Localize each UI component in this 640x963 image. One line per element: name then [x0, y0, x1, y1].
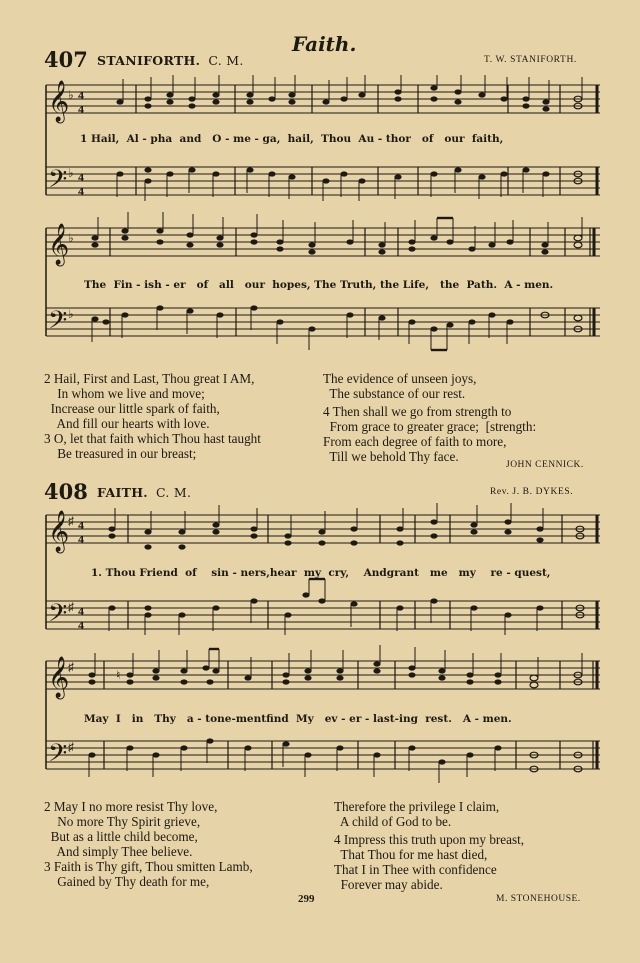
verse-line: 3 Faith is Thy gift, Thou smitten Lamb, [44, 859, 253, 874]
svg-text:♯: ♯ [68, 514, 74, 528]
verse-line: From each degree of faith to more, [323, 434, 507, 449]
verse-line: A child of God to be. [334, 814, 452, 829]
svg-text:4: 4 [78, 518, 84, 532]
verse-line: And fill our hearts with love. [44, 416, 210, 431]
tune-title: STANIFORTH. [97, 53, 201, 68]
svg-text:♯: ♯ [68, 600, 74, 614]
svg-text:4: 4 [78, 102, 84, 116]
tune-name [97, 485, 191, 500]
svg-text:𝄞: 𝄞 [48, 657, 70, 697]
composer: Rev. J. B. DYKES. [490, 487, 574, 497]
svg-text:𝄞: 𝄞 [48, 511, 70, 551]
lyrics-line: 1. Thou Friend of sin - ners,hear my cry, Andgrant me my re - quest, [91, 567, 551, 579]
verse-line: 3 O, let that faith which Thou hast taught [44, 431, 261, 446]
verse-line: 2 Hail, First and Last, Thou great I AM, [44, 371, 255, 386]
svg-text:♭: ♭ [68, 231, 74, 245]
svg-text:♭: ♭ [68, 307, 74, 321]
verse-line: The substance of our rest. [323, 386, 466, 401]
svg-text:♭: ♭ [68, 166, 74, 180]
verse-line: The evidence of unseen joys, [323, 371, 477, 386]
svg-text:4: 4 [78, 532, 84, 546]
lyrics-line: 1 Hail, Al - pha and O - me - ga, hail, Thou Au - thor of our faith, [80, 133, 504, 145]
tune-title: FAITH. [97, 485, 148, 500]
meter: C. M. [208, 53, 244, 68]
svg-text:4: 4 [78, 170, 84, 184]
lyrics-line: The Fin - ish - er of all our hopes, The Truth, the Life, the Path. A - men. [84, 279, 554, 291]
verse-line: 4 Then shall we go from strength to [323, 404, 512, 419]
svg-text:♯: ♯ [68, 660, 74, 674]
verse-line: Therefore the privilege I claim, [334, 799, 500, 814]
svg-text:𝄞: 𝄞 [48, 81, 70, 121]
svg-text:♮: ♮ [116, 668, 121, 682]
svg-text:𝄞: 𝄞 [48, 224, 70, 264]
hymn-number: 407 [44, 47, 88, 72]
verse-line: But as a little child become, [44, 829, 198, 844]
verse-line: From grace to greater grace; [strength: [323, 419, 537, 434]
svg-text:𝄢: 𝄢 [48, 740, 68, 773]
verse-line: Increase our little spark of faith, [44, 401, 220, 416]
svg-text:4: 4 [78, 604, 84, 618]
svg-text:♭: ♭ [68, 88, 74, 102]
meter: C. M. [155, 485, 192, 500]
hymn-number: 408 [44, 479, 88, 504]
verse-line: And simply Thee believe. [44, 844, 193, 859]
verse-line: That I in Thee with confidence [334, 862, 497, 877]
svg-text:4: 4 [78, 618, 84, 632]
section-title: Faith. [292, 32, 357, 56]
verse-line: No more Thy Spirit grieve, [44, 814, 201, 829]
author: JOHN CENNICK. [506, 460, 584, 470]
verse-line: 4 Impress this truth upon my breast, [334, 832, 525, 847]
verse-line: In whom we live and move; [44, 386, 205, 401]
verse-line: Till we behold Thy face. [323, 449, 459, 464]
tune-name [97, 53, 244, 68]
author: M. STONEHOUSE. [496, 894, 581, 904]
svg-text:♯: ♯ [68, 740, 74, 754]
verse-line: Be treasured in our breast; [44, 446, 197, 461]
svg-text:4: 4 [78, 184, 84, 198]
composer: T. W. STANIFORTH. [484, 55, 577, 65]
verse-line: Forever may abide. [334, 877, 443, 892]
svg-text:𝄢: 𝄢 [48, 600, 68, 633]
svg-text:𝄢: 𝄢 [48, 307, 68, 340]
svg-text:𝄢: 𝄢 [48, 166, 68, 199]
page-number: 299 [298, 893, 315, 905]
svg-text:4: 4 [78, 88, 84, 102]
verse-line: Gained by Thy death for me, [44, 874, 210, 889]
verse-line: That Thou for me hast died, [334, 847, 488, 862]
verse-line: 2 May I no more resist Thy love, [44, 799, 218, 814]
lyrics-line: May I in Thy a - tone-mentfind My ev - er - last-ing rest. A - men. [84, 713, 512, 725]
